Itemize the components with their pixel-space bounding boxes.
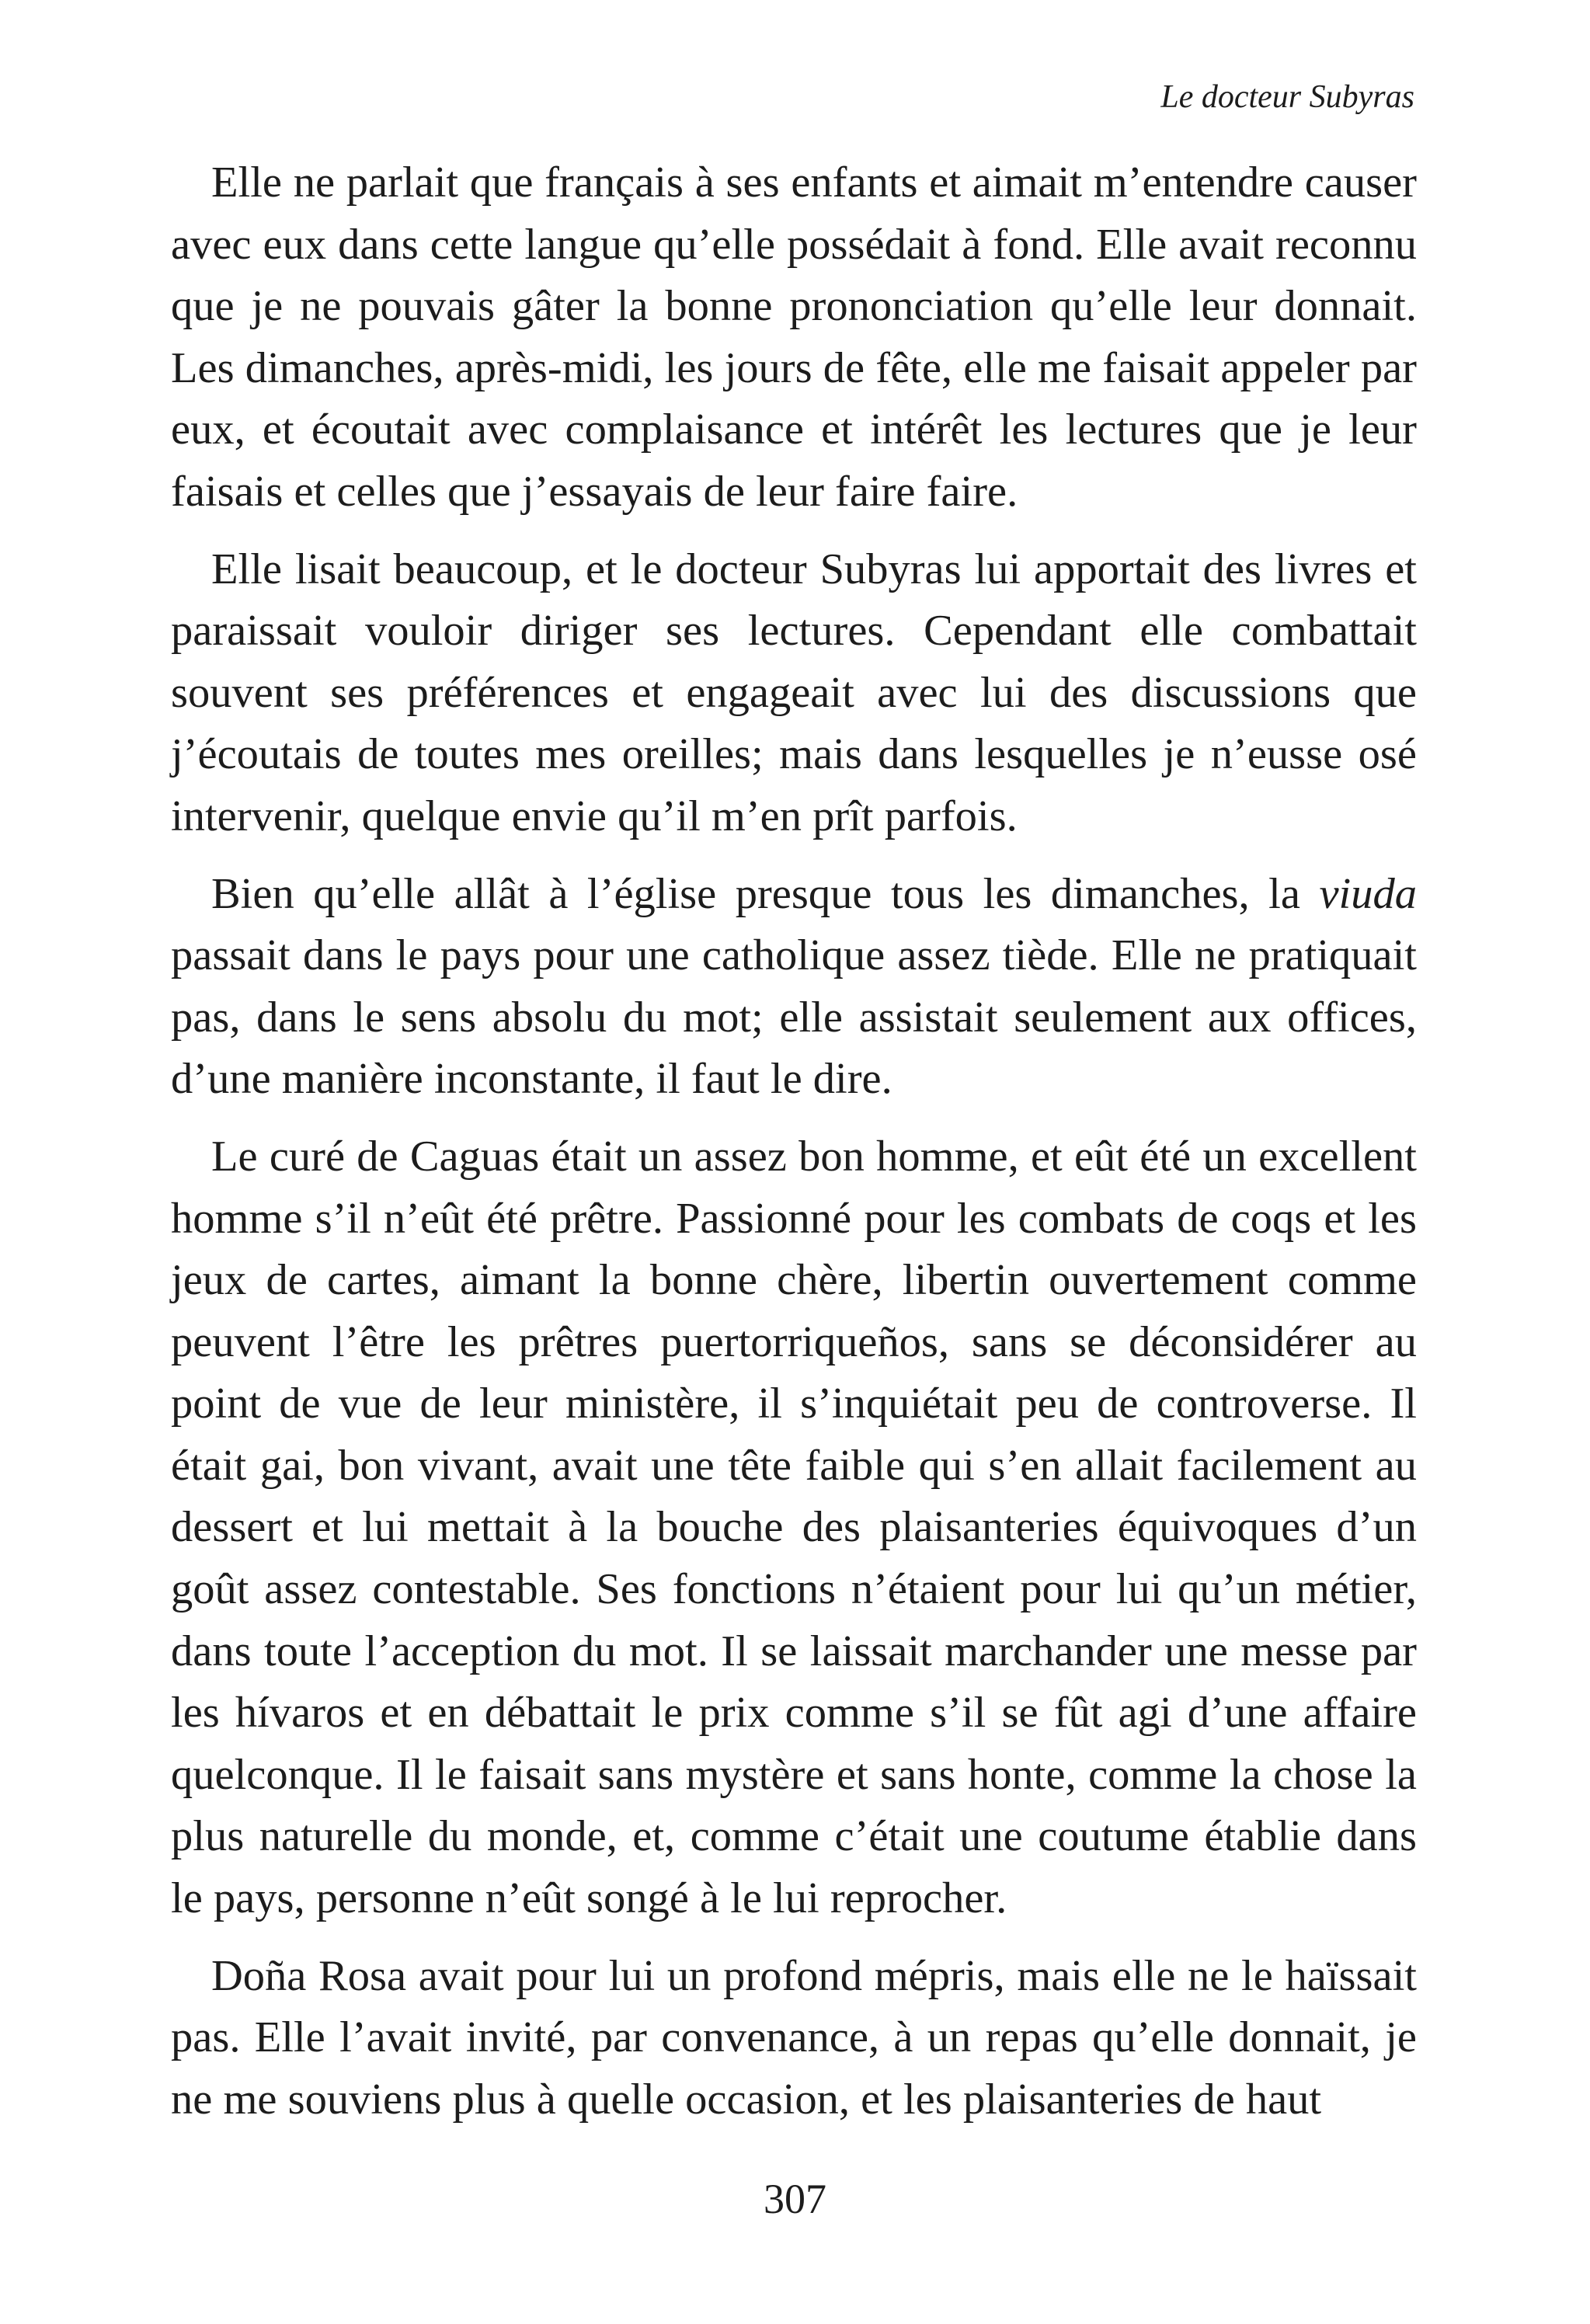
paragraph-text: passait dans le pays pour une catholique assez tiède. Elle ne pratiquait pas, dans le sens absolu du mot; elle assistait seulement aux offices, d’une manière inconstante, il faut le dire. (171, 931, 1417, 1104)
paragraph-5 (171, 1946, 1417, 2131)
paragraph-4 (171, 1126, 1417, 1930)
page-number: 307 (764, 2176, 826, 2222)
paragraph-text: Le curé de Caguas était un assez bon homme, et eût été un excellent homme s’il n’eût été prêtre. Passionné pour les combats de coqs et les jeux de cartes, aimant la bonne chère, libertin ouvertement comme peuvent l’être les prêtres puertorriqueños, sans se déconsidérer au point de vue de leur ministère, il s’inquiétait peu de controverse. Il était gai, bon vivant, avait une tête faible qui s’en allait facilement au dessert et lui mettait à la bouche des plaisanteries équivoques d’un goût assez contestable. Ses fonctions n’étaient pour lui qu’un métier, dans toute l’acception du mot. Il se laissait marchander une messe par les hívaros et en débattait le prix comme s’il se fût agi d’une affaire quelconque. Il le faisait sans mystère et sans honte, comme la chose la plus naturelle du monde, et, comme c’était une coutume établie dans le pays, personne n’eût songé à le lui reprocher. (171, 1132, 1417, 1923)
paragraph-text: Elle lisait beaucoup, et le docteur Subyras lui apportait des livres et paraissait vouloir diriger ses lectures. Cependant elle combattait souvent ses préférences et engageait avec lui des discussions que j’écoutais de toutes mes oreilles; mais dans lesquelles je n’eusse osé intervenir, quelque envie qu’il m’en prît parfois. (171, 544, 1417, 840)
italic-term: viuda (1319, 869, 1417, 918)
paragraph-3 (171, 864, 1417, 1111)
paragraph-2 (171, 539, 1417, 848)
paragraph-text: Elle ne parlait que français à ses enfants et aimait m’entendre causer avec eux dans cette langue qu’elle possédait à fond. Elle avait reconnu que je ne pouvais gâter la bonne prononciation qu’elle leur donnait. Les dimanches, après-midi, les jours de fête, elle me faisait appeler par eux, et écoutait avec complaisance et intérêt les lectures que je leur faisais et celles que j’essayais de leur faire faire. (171, 158, 1417, 516)
paragraph-text: Bien qu’elle allât à l’église presque tous les dimanches, la (211, 869, 1320, 918)
paragraph-text: Doña Rosa avait pour lui un profond mépris, mais elle ne le haïssait pas. Elle l’avait invité, par convenance, à un repas qu’elle donnait, je ne me souviens plus à quelle occasion, et les plaisanteries de haut (171, 1951, 1417, 2124)
running-head: Le docteur Subyras (1160, 79, 1414, 115)
paragraph-1 (171, 152, 1417, 524)
body-text (171, 152, 1417, 2131)
